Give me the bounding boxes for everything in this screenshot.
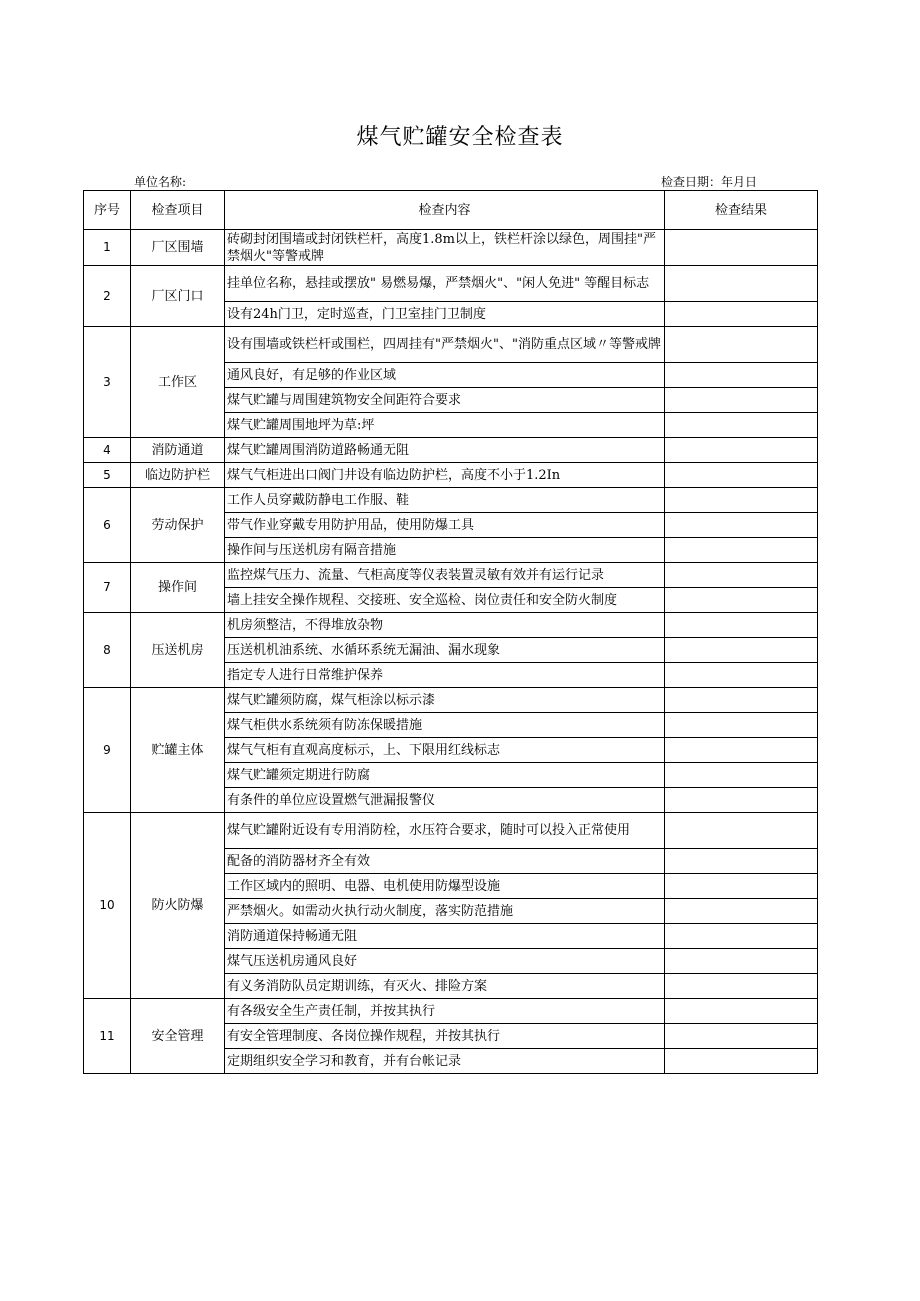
check-result-cell[interactable]	[665, 538, 818, 563]
check-content: 配备的消防器材齐全有效	[225, 849, 665, 874]
check-result-cell[interactable]	[665, 688, 818, 713]
check-item: 临边防护栏	[131, 463, 225, 488]
check-item: 防火防爆	[131, 813, 225, 999]
row-number: 6	[84, 488, 131, 563]
check-result-cell[interactable]	[665, 266, 818, 302]
check-result-cell[interactable]	[665, 713, 818, 738]
row-number: 10	[84, 813, 131, 999]
check-content: 操作间与压送机房有隔音措施	[225, 538, 665, 563]
check-result-cell[interactable]	[665, 302, 818, 327]
check-item: 压送机房	[131, 613, 225, 688]
check-content: 煤气压送机房通风良好	[225, 949, 665, 974]
row-number: 4	[84, 438, 131, 463]
header-result: 检查结果	[665, 191, 818, 230]
row-number: 3	[84, 327, 131, 438]
table-row	[84, 613, 818, 638]
check-result-cell[interactable]	[665, 813, 818, 849]
check-result-cell[interactable]	[665, 849, 818, 874]
check-result-cell[interactable]	[665, 763, 818, 788]
table-row	[84, 463, 818, 488]
check-result-cell[interactable]	[665, 438, 818, 463]
page-title: 煤气贮罐安全检查表	[356, 125, 564, 150]
table-body	[84, 230, 818, 1074]
table-row	[84, 999, 818, 1024]
table-row	[84, 327, 818, 363]
check-result-cell[interactable]	[665, 924, 818, 949]
check-content: 有各级安全生产责任制，并按其执行	[225, 999, 665, 1024]
check-result-cell[interactable]	[665, 663, 818, 688]
check-content: 监控煤气压力、流量、气柜高度等仪表装置灵敏有效并有运行记录	[225, 563, 665, 588]
table-header-row	[84, 191, 818, 230]
check-result-cell[interactable]	[665, 363, 818, 388]
check-content: 煤气贮罐须防腐，煤气柜涂以标示漆	[225, 688, 665, 713]
check-content: 定期组织安全学习和教育，并有台帐记录	[225, 1049, 665, 1074]
check-content: 有义务消防队员定期训练，有灭火、排险方案	[225, 974, 665, 999]
check-item: 贮罐主体	[131, 688, 225, 813]
check-result-cell[interactable]	[665, 327, 818, 363]
check-result-cell[interactable]	[665, 588, 818, 613]
check-result-cell[interactable]	[665, 463, 818, 488]
check-result-cell[interactable]	[665, 899, 818, 924]
row-number: 7	[84, 563, 131, 613]
check-item: 厂区围墙	[131, 230, 225, 266]
table-row	[84, 266, 818, 302]
check-content: 消防通道保持畅通无阻	[225, 924, 665, 949]
inspection-table	[83, 190, 818, 1074]
check-result-cell[interactable]	[665, 613, 818, 638]
check-item: 安全管理	[131, 999, 225, 1074]
table-row	[84, 813, 818, 849]
row-number: 2	[84, 266, 131, 327]
check-content: 煤气柜供水系统须有防冻保暖措施	[225, 713, 665, 738]
unit-name-label: 单位名称:	[134, 175, 187, 189]
check-result-cell[interactable]	[665, 949, 818, 974]
check-result-cell[interactable]	[665, 388, 818, 413]
check-content: 砖砌封闭围墙或封闭铁栏杆，高度1.8m以上，铁栏杆涂以绿色，周围挂"严禁烟火"等警戒牌	[225, 230, 665, 266]
check-content: 有条件的单位应设置燃气泄漏报警仪	[225, 788, 665, 813]
inspection-date-label: 检查日期：年月日	[661, 175, 758, 189]
check-result-cell[interactable]	[665, 488, 818, 513]
check-content: 煤气贮罐附近设有专用消防栓，水压符合要求，随时可以投入正常使用	[225, 813, 665, 849]
check-content: 带气作业穿戴专用防护用品，使用防爆工具	[225, 513, 665, 538]
header-content: 检查内容	[225, 191, 665, 230]
row-number: 9	[84, 688, 131, 813]
check-content: 机房须整洁，不得堆放杂物	[225, 613, 665, 638]
check-result-cell[interactable]	[665, 974, 818, 999]
check-content: 通风良好，有足够的作业区域	[225, 363, 665, 388]
check-result-cell[interactable]	[665, 563, 818, 588]
check-content: 煤气气柜有直观高度标示，上、下限用红线标志	[225, 738, 665, 763]
check-content: 指定专人进行日常维护保养	[225, 663, 665, 688]
check-content: 煤气贮罐周围地坪为草:坪	[225, 413, 665, 438]
table-row	[84, 488, 818, 513]
check-result-cell[interactable]	[665, 638, 818, 663]
check-result-cell[interactable]	[665, 513, 818, 538]
check-item: 消防通道	[131, 438, 225, 463]
table-row	[84, 438, 818, 463]
check-content: 工作人员穿戴防静电工作服、鞋	[225, 488, 665, 513]
check-result-cell[interactable]	[665, 230, 818, 266]
check-result-cell[interactable]	[665, 413, 818, 438]
table-row	[84, 688, 818, 713]
check-content: 压送机机油系统、水循环系统无漏油、漏水现象	[225, 638, 665, 663]
check-result-cell[interactable]	[665, 999, 818, 1024]
check-content: 工作区域内的照明、电器、电机使用防爆型设施	[225, 874, 665, 899]
check-content: 设有围墙或铁栏杆或围栏，四周挂有"严禁烟火"、"消防重点区域〃等警戒牌	[225, 327, 665, 363]
check-content: 严禁烟火。如需动火执行动火制度，落实防范措施	[225, 899, 665, 924]
check-result-cell[interactable]	[665, 874, 818, 899]
header-item: 检查项目	[131, 191, 225, 230]
check-content: 煤气贮罐周围消防道路畅通无阻	[225, 438, 665, 463]
check-content: 墙上挂安全操作规程、交接班、安全巡检、岗位责任和安全防火制度	[225, 588, 665, 613]
check-item: 厂区门口	[131, 266, 225, 327]
check-content: 挂单位名称，悬挂或摆放" 易燃易爆，严禁烟火"、"闲人免进" 等醒目标志	[225, 266, 665, 302]
table-row	[84, 563, 818, 588]
check-item: 工作区	[131, 327, 225, 438]
table-row	[84, 230, 818, 266]
check-result-cell[interactable]	[665, 1024, 818, 1049]
row-number: 11	[84, 999, 131, 1074]
check-content: 煤气贮罐与周围建筑物安全间距符合要求	[225, 388, 665, 413]
check-content: 煤气气柜进出口阀门井设有临边防护栏，高度不小于1.2In	[225, 463, 665, 488]
row-number: 8	[84, 613, 131, 688]
check-result-cell[interactable]	[665, 738, 818, 763]
check-content: 有安全管理制度、各岗位操作规程，并按其执行	[225, 1024, 665, 1049]
row-number: 1	[84, 230, 131, 266]
check-item: 操作间	[131, 563, 225, 613]
check-content: 设有24h门卫，定时巡查，门卫室挂门卫制度	[225, 302, 665, 327]
header-no: 序号	[84, 191, 131, 230]
check-content: 煤气贮罐须定期进行防腐	[225, 763, 665, 788]
check-result-cell[interactable]	[665, 788, 818, 813]
row-number: 5	[84, 463, 131, 488]
check-result-cell[interactable]	[665, 1049, 818, 1074]
check-item: 劳动保护	[131, 488, 225, 563]
